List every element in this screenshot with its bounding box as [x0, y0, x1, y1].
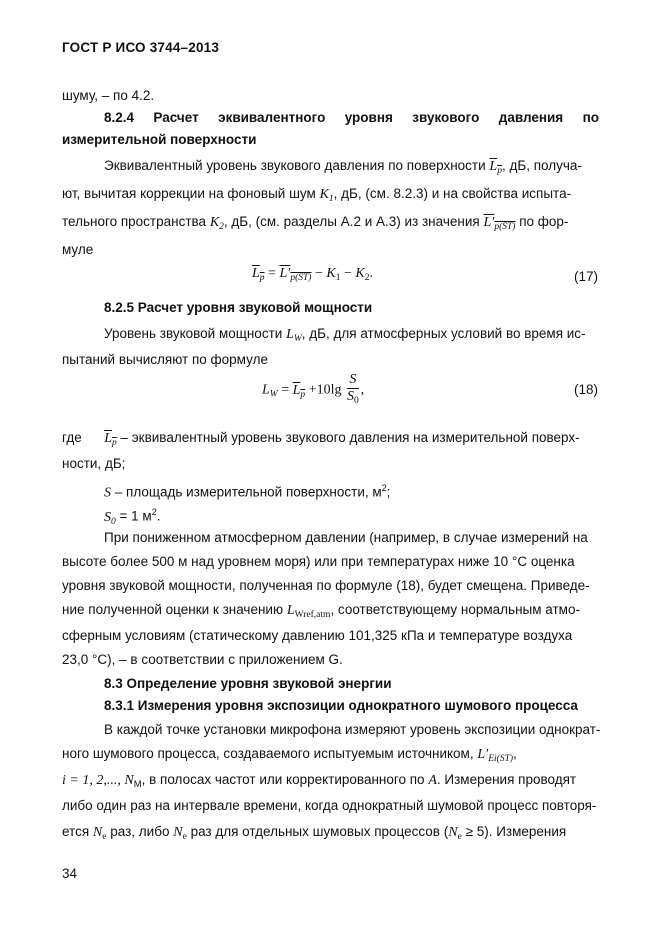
document-header: ГОСТ Р ИСО 3744–2013: [62, 40, 220, 55]
paragraph-line: либо один раз на интервале времени, когда однократный шумовой процесс повторя-: [62, 798, 597, 813]
paragraph-line: тельного пространства $K_2$, дБ, (см. разделы А.2 и А.3) из значения $L'_{p(ST)}$ по фор-: [62, 214, 569, 232]
paragraph-line: ности, дБ;: [62, 456, 126, 471]
section-heading-8-2-5: 8.2.5 Расчет уровня звуковой мощности: [104, 300, 373, 315]
paragraph-line: ют, вычитая коррекции на фоновый шум $K_1$, дБ, (см. 8.2.3) и на свойства испыта-: [62, 186, 572, 204]
text-line: шуму, – по 4.2.: [62, 88, 155, 103]
symbol-Lp: $L_p$: [489, 159, 502, 176]
paragraph-line: В каждой точке установки микрофона измеряют уровень экспозиции однократ-: [104, 722, 601, 737]
formula-18: $L_W = L_p +10\lg$ $\frac{S}{S_0}$ ,: [262, 372, 365, 406]
symbol-Lp: $L_p$: [104, 431, 117, 448]
page-number: 34: [62, 866, 78, 881]
paragraph-line: При пониженном атмосферном давлении (например, в случае измерений на: [104, 530, 588, 545]
paragraph-line: S – площадь измерительной поверхности, $м^2$;: [104, 483, 391, 501]
paragraph-line: ние полученной оценки к значению $L_{Wref,atm}$, соответствующему нормальным атмо-: [62, 602, 580, 620]
paragraph-line: ного шумового процесса, создаваемого испытуемым источником, $L'_{Ei(ST)}$,: [62, 746, 517, 764]
paragraph-line: Уровень звуковой мощности $L_W$, дБ, для атмосферных условий во время ис-: [104, 326, 586, 344]
paragraph-line: i = 1, 2,..., $N_M$, в полосах частот или корректированного по A. Измерения проводят: [62, 772, 577, 790]
symbol-K1: $K_1$: [319, 187, 334, 204]
section-heading-8-2-4: 8.2.4 Расчет эквивалентного уровня звукового давления по: [104, 110, 599, 125]
paragraph-line: муле: [62, 242, 94, 257]
paragraph-line: высоте более 500 м над уровнем моря) или при температурах ниже 10 °С оценка: [62, 554, 575, 569]
symbol-Lp-ST: $L'_{p(ST)}$: [483, 215, 516, 232]
equation-number-18: (18): [574, 382, 599, 397]
symbol-Lwref: $L_{Wref,atm}$: [286, 603, 331, 620]
paragraph-line: 23,0 °С), – в соответствии с приложением G.: [62, 652, 343, 667]
paragraph-line: $S_0 = 1$ $м^2$.: [104, 507, 161, 527]
symbol-LEi: $L'_{Ei(ST)}$: [477, 747, 514, 764]
symbol-LW: $L_W$: [286, 327, 302, 344]
paragraph-line: пытаний вычисляют по формуле: [62, 352, 268, 367]
equation-number-17: (17): [574, 269, 599, 284]
paragraph-line: уровня звуковой мощности, полученная по формуле (18), будет смещена. Приведе-: [62, 578, 590, 593]
section-heading-8-3-1: 8.3.1 Измерения уровня экспозиции однократного шумового процесса: [104, 698, 578, 713]
formula-17: $L_p = L'_{p(ST)} - K_1 - K_2$.: [252, 266, 373, 283]
paragraph-line: сферным условиям (статическому давлению 101,325 кПа и температуре воздуха: [62, 628, 573, 643]
symbol-K2: $K_2$: [209, 215, 224, 232]
paragraph-line: ется $N_e$ раз, либо $N_e$ раз для отдельных шумовых процессов $(N_e \ge 5)$. Измерения: [62, 824, 567, 842]
section-heading-8-3: 8.3 Определение уровня звуковой энергии: [104, 676, 392, 691]
section-heading-8-2-4-cont: измерительной поверхности: [62, 132, 257, 147]
paragraph-line: где $L_p$ – эквивалентный уровень звукового давления на измерительной поверх-: [62, 430, 580, 448]
paragraph-line: Эквивалентный уровень звукового давления по поверхности $L_p$, дБ, получа-: [104, 158, 582, 176]
